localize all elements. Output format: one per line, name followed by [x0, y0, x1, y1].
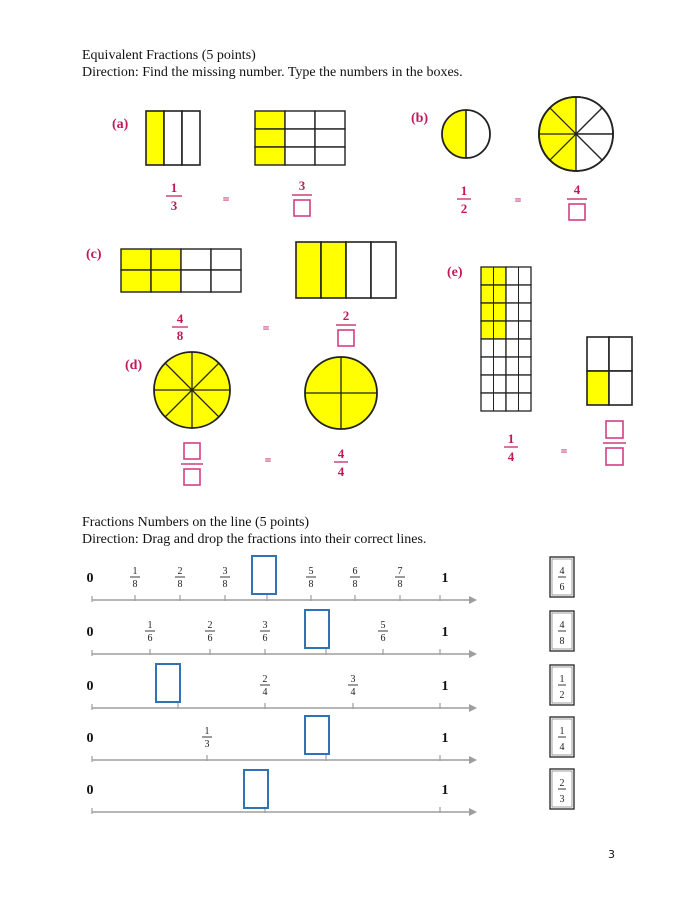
- draggable-fraction-tile[interactable]: [550, 717, 574, 757]
- zero-label-line-1: 0: [86, 571, 94, 586]
- tile-denominator: 4: [559, 742, 565, 753]
- fraction-label-numerator: 1: [132, 566, 138, 577]
- zero-label-line-2: 0: [86, 625, 94, 640]
- svg-text:4: 4: [176, 311, 184, 326]
- fraction-e-given: [504, 431, 518, 464]
- fraction-model-e-left: [481, 267, 531, 411]
- answer-box-d-numerator[interactable]: [184, 443, 200, 459]
- fraction-model-c-left: [121, 249, 241, 292]
- arrow-icon: [469, 650, 477, 658]
- tile-numerator: 4: [559, 566, 565, 577]
- drop-zone-line-3[interactable]: [156, 664, 180, 702]
- fraction-b-answer: [567, 182, 587, 199]
- fraction-model-b-right: [539, 97, 613, 171]
- svg-text:4: 4: [337, 464, 345, 479]
- label-d: (d): [125, 358, 143, 373]
- drop-zone-line-2[interactable]: [305, 610, 329, 648]
- section1-title: Equivalent Fractions (5 points): [82, 48, 256, 63]
- fraction-model-d-right: [305, 357, 377, 429]
- equals-e: =: [560, 444, 568, 458]
- zero-label-line-4: 0: [86, 731, 94, 746]
- fraction-model-d-left: [154, 352, 230, 428]
- arrow-icon: [469, 596, 477, 604]
- drop-zone-line-1[interactable]: [252, 556, 276, 594]
- fraction-model-b-left: [442, 110, 490, 158]
- fraction-label-denominator: 6: [207, 633, 213, 644]
- one-label-line-3: 1: [441, 679, 449, 694]
- tile-denominator: 2: [559, 690, 565, 701]
- fraction-label-numerator: 3: [262, 620, 268, 631]
- section2-title: Fractions Numbers on the line (5 points): [82, 515, 310, 530]
- fraction-a-given: [166, 180, 182, 213]
- svg-text:3: 3: [170, 198, 178, 213]
- fraction-label-numerator: 3: [222, 566, 228, 577]
- fraction-label-numerator: 5: [308, 566, 314, 577]
- label-a: (a): [112, 117, 129, 132]
- fraction-label-denominator: 8: [352, 579, 358, 590]
- svg-text:1: 1: [170, 180, 178, 195]
- tile-denominator: 8: [559, 636, 565, 647]
- fraction-label-numerator: 6: [352, 566, 358, 577]
- one-label-line-5: 1: [441, 783, 449, 798]
- equals-b: =: [514, 193, 522, 207]
- fraction-label-numerator: 3: [350, 674, 356, 685]
- fraction-label-denominator: 6: [262, 633, 268, 644]
- tile-numerator: 2: [559, 778, 565, 789]
- svg-text:1: 1: [460, 183, 468, 198]
- draggable-fraction-tile[interactable]: [550, 611, 574, 651]
- fraction-label-denominator: 8: [222, 579, 228, 590]
- answer-box-c-denominator[interactable]: [338, 330, 354, 346]
- fraction-label-denominator: 6: [380, 633, 386, 644]
- page-number: 3: [608, 848, 615, 861]
- tile-numerator: 4: [559, 620, 565, 631]
- svg-text:2: 2: [342, 308, 350, 323]
- fraction-label-denominator: 8: [308, 579, 314, 590]
- fraction-label-denominator: 4: [350, 687, 356, 698]
- tile-denominator: 3: [559, 794, 565, 805]
- fraction-label-denominator: 3: [204, 739, 210, 750]
- tile-numerator: 1: [559, 674, 565, 685]
- fraction-model-c-right: [296, 242, 396, 298]
- one-label-line-4: 1: [441, 731, 449, 746]
- section2-direction: Direction: Drag and drop the fractions into their correct lines.: [82, 532, 427, 547]
- fraction-model-a-right: [255, 111, 345, 165]
- fraction-d-given: [334, 446, 348, 479]
- svg-text:8: 8: [176, 328, 184, 343]
- answer-box-b-denominator[interactable]: [569, 204, 585, 220]
- drop-zone-line-5[interactable]: [244, 770, 268, 808]
- one-label-line-2: 1: [441, 625, 449, 640]
- fraction-c-answer: [336, 308, 356, 325]
- arrow-icon: [469, 808, 477, 816]
- fraction-label-denominator: 8: [397, 579, 403, 590]
- label-e: (e): [447, 265, 463, 280]
- svg-text:4: 4: [573, 182, 581, 197]
- fraction-label-denominator: 4: [262, 687, 268, 698]
- fraction-b-given: [457, 183, 471, 216]
- label-b: (b): [411, 111, 429, 126]
- equals-c: =: [262, 321, 270, 335]
- draggable-fraction-tile[interactable]: [550, 769, 574, 809]
- drop-zone-line-4[interactable]: [305, 716, 329, 754]
- fraction-c-given: [172, 311, 188, 343]
- number-lines-area: [0, 550, 700, 880]
- fraction-model-e-right: [587, 337, 632, 405]
- fraction-label-numerator: 7: [397, 566, 403, 577]
- zero-label-line-5: 0: [86, 783, 94, 798]
- answer-box-d-denominator[interactable]: [184, 469, 200, 485]
- svg-text:4: 4: [337, 446, 345, 461]
- section1-direction: Direction: Find the missing number. Type the numbers in the boxes.: [82, 65, 463, 80]
- svg-text:1: 1: [507, 431, 515, 446]
- draggable-fraction-tile[interactable]: [550, 665, 574, 705]
- fraction-label-denominator: 8: [177, 579, 183, 590]
- tile-numerator: 1: [559, 726, 565, 737]
- svg-text:2: 2: [460, 201, 468, 216]
- answer-box-a-denominator[interactable]: [294, 200, 310, 216]
- answer-box-e-numerator[interactable]: [606, 421, 623, 438]
- svg-text:3: 3: [298, 178, 306, 193]
- fraction-model-a-left: [146, 111, 200, 165]
- arrow-icon: [469, 756, 477, 764]
- fraction-label-numerator: 2: [207, 620, 213, 631]
- fraction-label-numerator: 1: [147, 620, 153, 631]
- equals-a: =: [222, 192, 230, 206]
- tile-denominator: 6: [559, 582, 565, 593]
- fraction-label-denominator: 6: [147, 633, 153, 644]
- fraction-label-denominator: 8: [132, 579, 138, 590]
- zero-label-line-3: 0: [86, 679, 94, 694]
- fraction-label-numerator: 1: [204, 726, 210, 737]
- one-label-line-1: 1: [441, 571, 449, 586]
- equals-d: =: [264, 453, 272, 467]
- svg-text:4: 4: [507, 449, 515, 464]
- answer-box-e-denominator[interactable]: [606, 448, 623, 465]
- fraction-label-numerator: 2: [262, 674, 268, 685]
- label-c: (c): [86, 247, 102, 262]
- fraction-a-answer: [292, 178, 312, 195]
- fraction-label-numerator: 5: [380, 620, 386, 631]
- draggable-fraction-tile[interactable]: [550, 557, 574, 597]
- arrow-icon: [469, 704, 477, 712]
- fraction-label-numerator: 2: [177, 566, 183, 577]
